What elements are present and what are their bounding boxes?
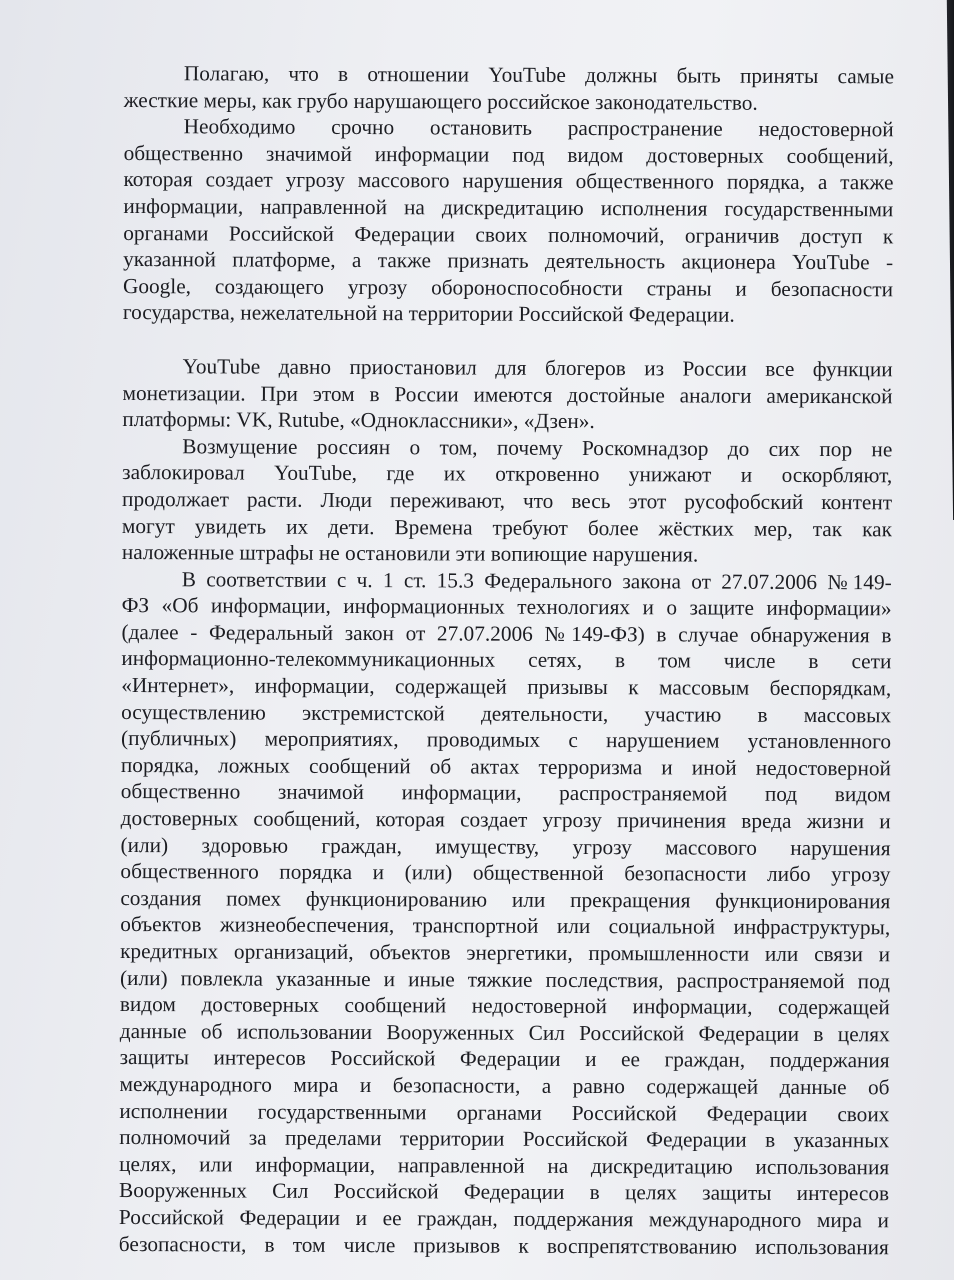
text-line: кредитных организаций, объектов энергетики, промышленности или связи и	[120, 938, 891, 967]
text-line: Возмущение россиян о том, почему Роскомнадзор до сих пор не	[182, 433, 893, 462]
text-line: порядка, ложных сообщений об актах терроризма и иной недостоверной	[120, 752, 891, 781]
document-body	[119, 60, 894, 1260]
text-line: (публичных) мероприятиях, проводимых с нарушением установленного	[120, 726, 892, 754]
text-line: общественно значимой информации под видом достоверных сообщений,	[123, 140, 894, 169]
text-line: создания помех функционированию или прекращения функционирования	[120, 885, 891, 914]
text-line: исполнении государственными органами Российской Федерации своих	[119, 1098, 890, 1126]
text-line: наложенные штрафы не остановили эти вопиющие нарушения.	[121, 540, 699, 567]
text-line: (далее - Федеральный закон от 27.07.2006 №149-ФЗ) в случае обнаружения в	[121, 619, 892, 648]
text-line: «Интернет», информации, содержащей призывы к массовым беспорядкам,	[121, 673, 892, 701]
page-edge-shadow	[936, 0, 954, 520]
text-line: платформы: VK, Rutube, «Одноклассники», «Дзен».	[122, 407, 595, 434]
text-line: органами Российской Федерации своих полномочий, ограничив доступ к	[123, 220, 894, 248]
text-line: общественно значимой информации, распространяемой под видом	[120, 779, 891, 807]
paragraph	[123, 113, 894, 329]
paragraph	[122, 433, 893, 569]
text-line: Полагаю, что в отношении YouTube должны быть приняты самые	[183, 61, 894, 89]
text-line: жесткие меры, как грубо нарушающего российское законодательство.	[123, 87, 758, 115]
text-line: Необходимо срочно остановить распространение недостоверной	[183, 114, 894, 142]
paragraph	[124, 60, 894, 117]
text-line: заблокировал YouTube, где их откровенно унижают и оскорбляют,	[122, 460, 893, 488]
text-line: (или) повлекла указанные и иные тяжкие последствия, распространяемой под	[119, 965, 891, 993]
text-line: осуществлению экстремистской деятельности, участию в массовых	[121, 699, 892, 728]
text-line: В соответствии с ч. 1 ст. 15.3 Федерального закона от 27.07.2006 №149-	[181, 566, 892, 595]
text-line: продолжает расти. Люди переживают, что весь этот русофобский контент	[122, 486, 893, 515]
text-line: международного мира и безопасности, а равно содержащей данные об	[119, 1071, 890, 1100]
text-line: Google, создающего угрозу обороноспособности страны и безопасности	[122, 273, 894, 302]
text-line: достоверных сообщений, которая создает угрозу причинения вреда жизни и	[120, 806, 891, 834]
text-line: данные об использовании Вооруженных Сил Российской Федерации в целях	[119, 1018, 890, 1047]
paragraph	[122, 353, 892, 436]
text-line: (или) здоровью граждан, имуществу, угрозу массового нарушения	[120, 832, 891, 860]
text-line: могут увидеть их дети. Времена требуют более жёстких мер, так как	[121, 513, 893, 541]
text-line: указанной платформе, а также признать деятельность акционера YouTube -	[123, 247, 894, 275]
text-line: объектов жизнеобеспечения, транспортной или социальной инфраструктуры,	[120, 912, 891, 940]
text-line: которая создает угрозу массового нарушения общественного порядка, а также	[123, 167, 894, 195]
text-line: полномочий за пределами территории Российской Федерации в указанных	[119, 1125, 890, 1153]
paragraph	[119, 566, 892, 1261]
text-line: Российской Федерации и ее граждан, поддержания международного мира и	[118, 1204, 889, 1233]
text-line: информационно-телекоммуникационных сетях, в том числе в сети	[121, 646, 892, 674]
text-line: Вооруженных Сил Российской Федерации в целях защиты интересов	[119, 1178, 890, 1206]
text-line: видом достоверных сообщений недостоверной информации, содержащей	[119, 992, 890, 1020]
text-line: ФЗ «Об информации, информационных технологиях и о защите информации»	[121, 593, 892, 621]
text-line: информации, направленной на дискредитацию исполнения государственными	[123, 193, 894, 222]
text-line: государства, нежелательной на территории Российской Федерации.	[122, 300, 735, 328]
text-line: безопасности, в том числе призывов к воспрепятствованию использования	[118, 1231, 889, 1259]
text-line: защиты интересов Российской Федерации и ее граждан, поддержания	[119, 1045, 890, 1073]
text-line: YouTube давно приостановил для блогеров из России все функции	[182, 354, 893, 382]
text-line: общественного порядка и (или) общественной безопасности либо угрозу	[120, 859, 891, 887]
text-line: целях, или информации, направленной на дискредитацию использования	[119, 1151, 890, 1180]
text-line: монетизации. При этом в России имеются достойные аналоги американской	[122, 380, 893, 408]
